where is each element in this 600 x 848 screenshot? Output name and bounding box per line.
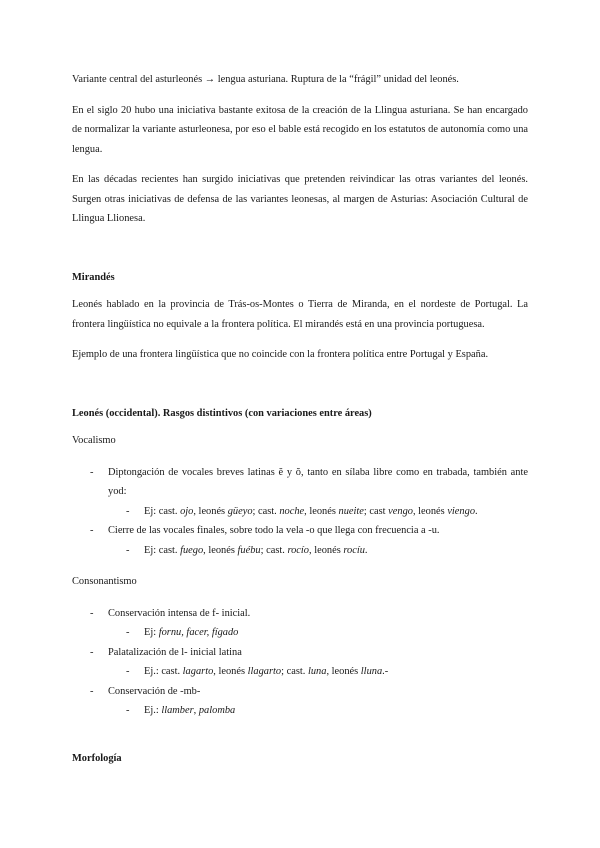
document-page <box>72 70 528 768</box>
dash-bullet: - <box>126 505 130 517</box>
list-item: - Palatalización de l- inicial latina <box>72 643 528 663</box>
paragraph: En el siglo 20 hubo una iniciativa bastante exitosa de la creación de la Llingua asturiana. Se han encargado de normalizar la variante asturleonesa, por eso el bable está recogido en los estatutos de autonomía como una lengua. <box>72 104 528 155</box>
dash-bullet: - <box>90 607 94 619</box>
consonantismo-list <box>72 604 528 721</box>
list-item: - Conservación de -mb- <box>72 682 528 702</box>
subheading-consonantismo: Consonantismo <box>72 576 137 587</box>
section-heading-leones: Leonés (occidental). Rasgos distintivos (con variaciones entre áreas) <box>72 407 372 419</box>
vocalismo-list <box>72 463 528 561</box>
dash-bullet: - <box>90 525 94 536</box>
list-item: - Cierre de las vocales finales, sobre todo la vela -o que llega con frecuencia a -u. <box>72 521 528 541</box>
paragraph: Ejemplo de una frontera lingüística que no coincide con la frontera política entre Portugal y España. <box>72 349 489 360</box>
paragraph: Variante central del asturleonés → lengua asturiana. Ruptura de la “frágil” unidad del leonés. <box>72 74 459 85</box>
dash-bullet: - <box>126 544 130 556</box>
paragraph: En las décadas recientes han surgido iniciativas que pretenden reivindicar las otras variantes del leonés. Surgen otras iniciativas de defensa de las variantes leonesas, al margen de Asturias: Asociación Cultural de Llingua Llionesa. <box>72 174 528 224</box>
dash-bullet: - <box>126 627 130 638</box>
dash-bullet: - <box>90 685 94 697</box>
list-item-example: - Ej.: cast. lagarto, leonés llagarto; cast. luna, leonés lluna.- <box>72 662 528 682</box>
dash-bullet: - <box>126 705 130 716</box>
dash-bullet: - <box>126 666 130 677</box>
list-item: - Conservación intensa de f- inicial. <box>72 604 528 624</box>
section-heading-morfologia: Morfología <box>72 752 122 764</box>
list-item-example: - Ej: fornu, facer, fígado <box>72 623 528 643</box>
list-item-example: - Ej: cast. ojo, leonés güeyo; cast. noche, leonés nueite; cast vengo, leonés viengo. <box>72 502 528 522</box>
section-heading-mirandes: Mirandés <box>72 271 115 283</box>
list-item-example: - Ej.: llamber, palomba <box>72 701 528 721</box>
dash-bullet: - <box>90 466 94 478</box>
dash-bullet: - <box>90 646 94 658</box>
subheading-vocalismo: Vocalismo <box>72 435 116 446</box>
paragraph: Leonés hablado en la provincia de Trás-os-Montes o Tierra de Miranda, en el nordeste de Portugal. La frontera lingüística no equivale a la frontera política. El mirandés está en una provincia portuguesa. <box>72 299 528 330</box>
list-item-example: - Ej: cast. fuego, leonés fuébu; cast. rocío, leonés rocíu. <box>72 541 528 561</box>
list-item: - Diptongación de vocales breves latinas ĕ y ŏ, tanto en sílaba libre como en trabada, también ante yod: <box>72 463 528 502</box>
